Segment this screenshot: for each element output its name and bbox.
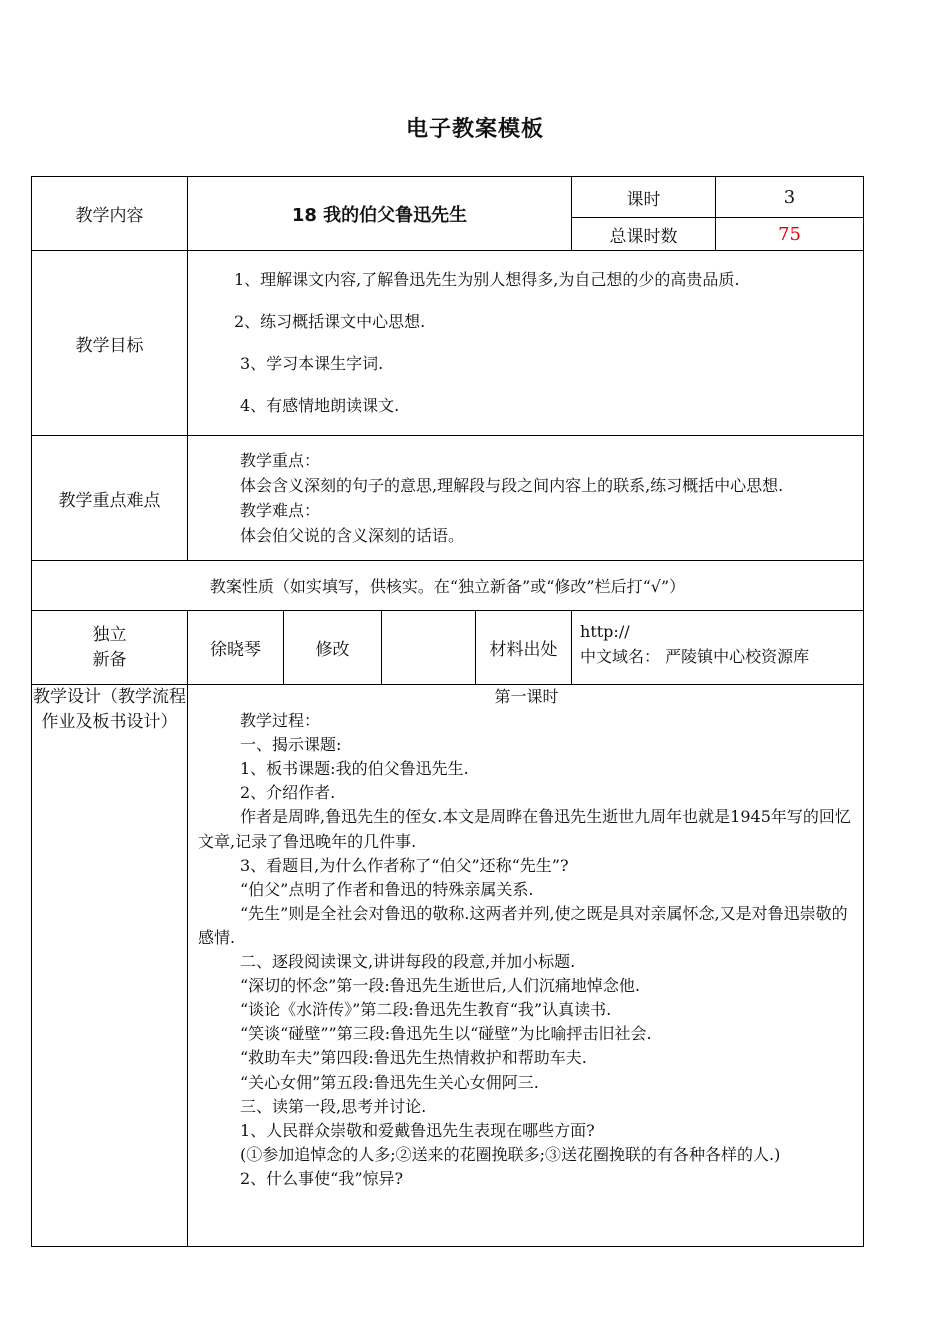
design-line: 三、读第一段,思考并讨论. (240, 1096, 427, 1116)
design-line: “深切的怀念”第一段:鲁迅先生逝世后,人们沉痛地悼念他. (240, 976, 640, 996)
period-heading: 第一课时 (494, 687, 559, 706)
design-line: “关心女佣”第五段:鲁迅先生关心女佣阿三. (240, 1072, 539, 1092)
design-line: 一、揭示课题: (240, 735, 342, 755)
period-value: 3 (716, 177, 864, 218)
design-line: 2、什么事使“我”惊异? (240, 1168, 404, 1188)
revise-label: 修改 (284, 611, 382, 685)
design-line: 二、逐段阅读课文,讲讲每段的段意,并加小标题. (240, 952, 576, 972)
design-line: 作者是周晔,鲁迅先生的侄女.本文是周晔在鲁迅先生逝世九周年也就是1945年写的回忆文章,记录了鲁迅晚年的几件事. (198, 807, 851, 851)
design-line: “笑谈“碰壁””第三段:鲁迅先生以“碰壁”为比喻抨击旧社会. (240, 1024, 652, 1044)
design-line: 1、人民群众崇敬和爱戴鲁迅先生表现在哪些方面? (240, 1120, 595, 1140)
independent-label-line1: 独立 (92, 624, 127, 645)
design-line: 教学过程： (240, 711, 321, 731)
independent-label-line2: 新备 (92, 649, 127, 670)
design-label: 教学设计（教学流程作业及板书设计） (32, 685, 188, 1247)
key-points-content (188, 436, 864, 561)
design-line: 3、看题目,为什么作者称了“伯父”还称“先生”? (240, 855, 569, 875)
design-line: “伯父”点明了作者和鲁迅的特殊亲属关系. (240, 879, 534, 899)
objective-item: 2、练习概括课文中心思想. (234, 312, 426, 331)
lesson-plan-table (31, 176, 864, 1247)
key-points-label: 教学重点难点 (32, 436, 188, 561)
lesson-title: 18 我的伯父鲁迅先生 (188, 177, 572, 251)
total-periods-label: 总课时数 (572, 218, 716, 251)
revise-mark (382, 611, 476, 685)
design-content (188, 685, 864, 1247)
design-line: 2、介绍作者. (240, 783, 336, 803)
objective-item: 3、学习本课生字词. (240, 354, 384, 373)
objectives-list (188, 251, 864, 436)
total-periods-value: 75 (716, 218, 864, 251)
focus-text: 体会含义深刻的句子的意思,理解段与段之间内容上的联系,练习概括中心思想. (240, 476, 784, 495)
design-line: “先生”则是全社会对鲁迅的敬称.这两者并列,使之既是具对亲属怀念,又是对鲁迅崇敬的感情. (198, 903, 848, 947)
design-line: 1、板书课题:我的伯父鲁迅先生. (240, 759, 469, 779)
source-value (572, 611, 864, 685)
objective-item: 1、理解课文内容,了解鲁迅先生为别人想得多,为自己想的少的高贵品质. (234, 270, 740, 289)
objectives-label: 教学目标 (32, 251, 188, 436)
independent-label (32, 611, 188, 685)
page-title: 电子教案模板 (405, 117, 544, 142)
source-url: http:// (580, 622, 630, 641)
difficulty-label: 教学难点： (240, 501, 321, 520)
source-label: 材料出处 (476, 611, 572, 685)
content-label: 教学内容 (32, 177, 188, 251)
difficulty-text: 体会伯父说的含义深刻的话语。 (240, 526, 465, 545)
design-line: “救助车夫”第四段:鲁迅先生热情救护和帮助车夫. (240, 1048, 587, 1068)
period-label: 课时 (572, 177, 716, 218)
source-domain: 中文域名： 严陵镇中心校资源库 (580, 647, 810, 666)
design-line: (①参加追悼念的人多;②送来的花圈挽联多;③送花圈挽联的有各种各样的人.) (240, 1144, 781, 1164)
design-line: “谈论《水浒传》”第二段:鲁迅先生教育“我”认真读书. (240, 1000, 612, 1020)
author-name: 徐晓琴 (188, 611, 284, 685)
focus-label: 教学重点： (240, 451, 321, 470)
plan-nature-row: 教案性质（如实填写，供核实。在“独立新备”或“修改”栏后打“√”） (32, 561, 864, 611)
objective-item: 4、有感情地朗读课文. (240, 396, 400, 415)
